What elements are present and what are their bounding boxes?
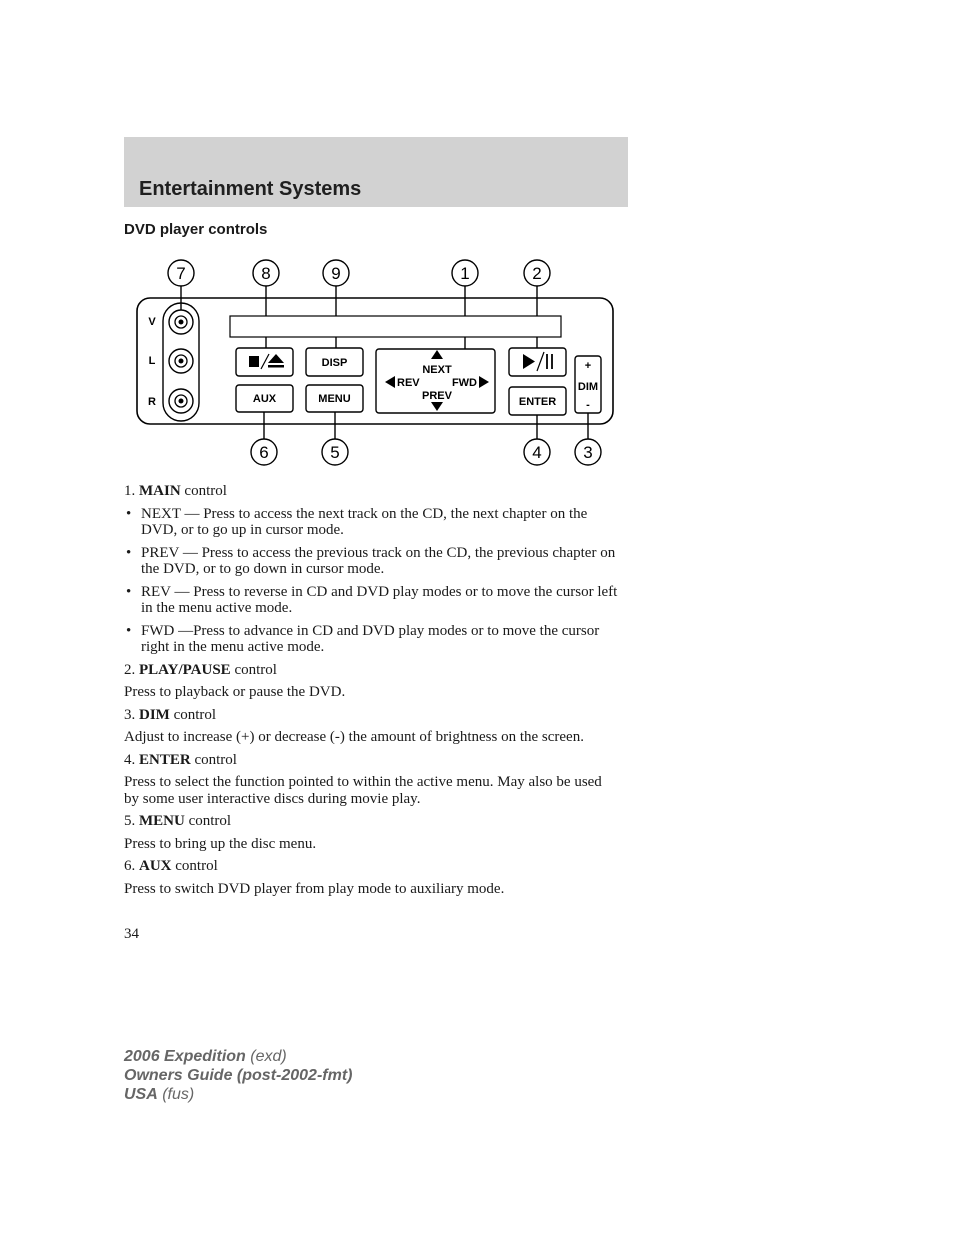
document-footer	[124, 1047, 352, 1104]
play-pause-button[interactable]	[509, 348, 566, 376]
item-aux: 6. AUX control	[124, 858, 218, 874]
callout-8	[253, 260, 279, 286]
footer-line: 2006 Expedition (exd)	[124, 1048, 287, 1065]
callout-7	[168, 260, 194, 286]
item-main: 1. MAIN control	[124, 483, 227, 499]
callout-1	[452, 260, 478, 286]
menu-label: MENU	[318, 393, 351, 405]
list-item: • NEXT — Press to access the next track on the CD, the next chapter on the DVD, or to go up in cursor mode.	[124, 506, 619, 539]
list-item: • FWD —Press to advance in CD and DVD play modes or to move the cursor right in the menu active mode.	[124, 623, 619, 656]
callout-9	[323, 260, 349, 286]
jack-label-r: R	[148, 396, 156, 408]
subsection-heading: DVD player controls	[124, 221, 268, 238]
item-description: Press to select the function pointed to within the active menu. May also be used by some user interactive discs during movie play.	[124, 774, 602, 807]
section-header-band	[124, 137, 628, 207]
item-description: Adjust to increase (+) or decrease (-) the amount of brightness on the screen.	[124, 729, 584, 745]
dvd-player-diagram	[130, 255, 620, 470]
callout-4	[524, 439, 550, 465]
control-name: AUX	[139, 858, 172, 874]
list-item: • REV — Press to reverse in CD and DVD play modes or to move the cursor left in the menu active mode.	[124, 584, 619, 617]
dim-plus-label: +	[584, 360, 592, 372]
svg-text:5: 5	[330, 443, 340, 462]
stop-icon	[249, 356, 259, 367]
video-jack[interactable]	[169, 310, 193, 334]
control-name: DIM	[139, 706, 170, 723]
next-label: NEXT	[422, 364, 452, 376]
enter-label: ENTER	[518, 396, 557, 408]
navigation-pad	[376, 349, 495, 413]
control-name: PLAY/PAUSE	[139, 661, 231, 678]
stop-eject-button[interactable]	[236, 348, 293, 376]
svg-text:8: 8	[261, 264, 271, 283]
jack-label-v: V	[148, 316, 156, 328]
body-content	[124, 483, 619, 903]
item-dim: 3. DIM control	[124, 706, 217, 723]
right-audio-jack[interactable]	[169, 389, 193, 413]
footer-line: USA (fus)	[124, 1086, 195, 1103]
item-menu: 5. MENU control	[124, 813, 232, 829]
callout-3	[575, 439, 601, 465]
svg-text:7: 7	[176, 264, 186, 283]
item-enter: 4. ENTER control	[124, 751, 237, 768]
control-name: MENU	[139, 813, 185, 829]
dim-label: DIM	[577, 381, 599, 393]
disc-slot	[230, 316, 561, 337]
dim-rocker[interactable]	[575, 356, 601, 413]
aux-label: AUX	[252, 393, 277, 405]
svg-text:3: 3	[583, 443, 593, 462]
callout-2	[524, 260, 550, 286]
callout-5	[322, 439, 348, 465]
control-name: MAIN	[139, 483, 181, 499]
section-title: Entertainment Systems	[139, 178, 362, 200]
svg-text:4: 4	[532, 443, 542, 462]
disp-label: DISP	[321, 357, 348, 369]
item-description: Press to bring up the disc menu.	[124, 835, 317, 852]
item-description: Press to switch DVD player from play mode to auxiliary mode.	[124, 880, 505, 897]
fwd-label: FWD	[451, 377, 477, 389]
svg-text:2: 2	[532, 264, 542, 283]
footer-line: Owners Guide (post-2002-fmt)	[124, 1067, 353, 1084]
aux-button[interactable]	[236, 385, 293, 412]
menu-button[interactable]	[306, 385, 363, 412]
list-item: • PREV — Press to access the previous track on the CD, the previous chapter on the DVD, or to go down in cursor mode.	[124, 545, 619, 578]
svg-text:1: 1	[460, 264, 470, 283]
dim-minus-label: -	[586, 399, 590, 411]
item-play-pause: 2. PLAY/PAUSE control	[124, 661, 277, 678]
rev-label: REV	[397, 377, 420, 389]
prev-label: PREV	[422, 390, 452, 402]
main-control-bullets	[124, 506, 619, 656]
jack-label-l: L	[148, 355, 156, 367]
svg-text:9: 9	[331, 264, 341, 283]
control-name: ENTER	[139, 751, 191, 768]
svg-text:6: 6	[259, 443, 269, 462]
callout-6	[251, 439, 277, 465]
disp-button[interactable]	[306, 348, 363, 376]
page-number: 34	[124, 926, 139, 942]
item-description: Press to playback or pause the DVD.	[124, 684, 346, 700]
enter-button[interactable]	[509, 387, 566, 415]
left-audio-jack[interactable]	[169, 349, 193, 373]
